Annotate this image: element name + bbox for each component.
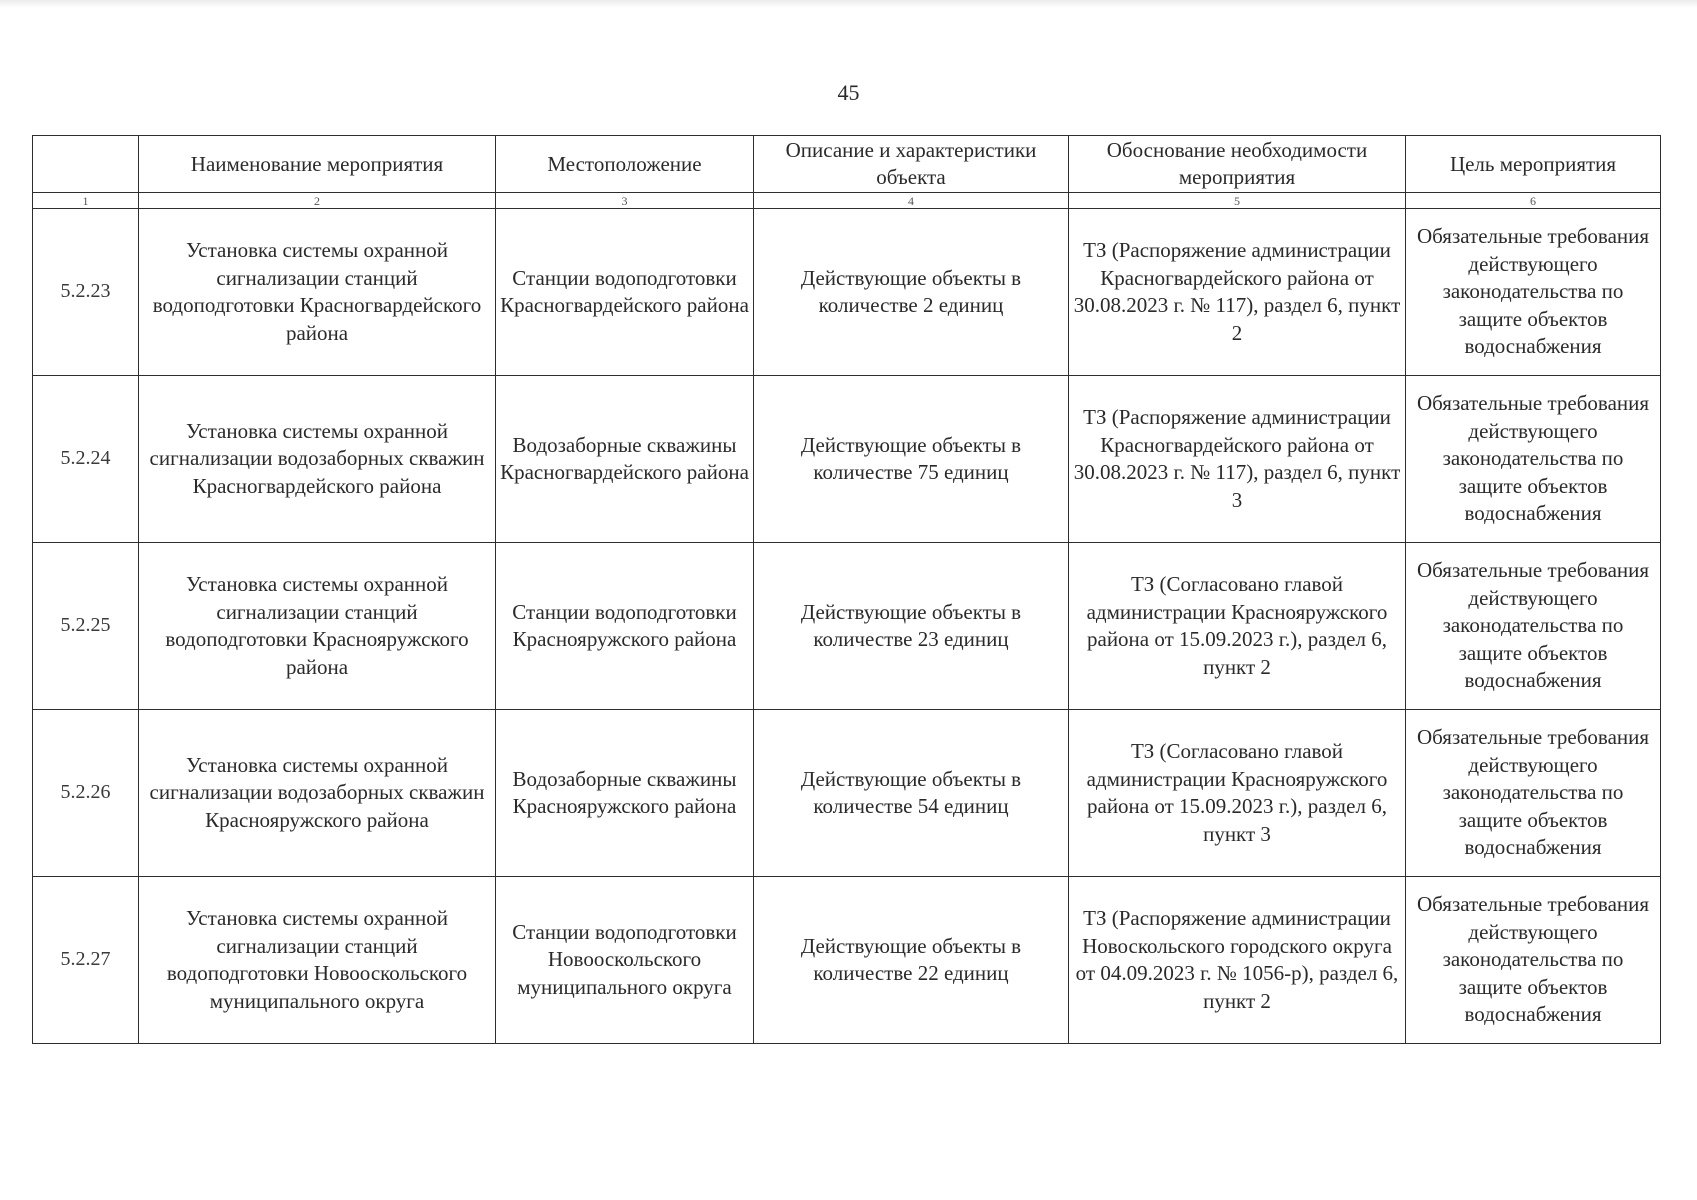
- row-description: Действующие объекты в количестве 23 единиц: [754, 543, 1069, 710]
- row-code: 5.2.24: [33, 376, 139, 543]
- row-description: Действующие объекты в количестве 54 единиц: [754, 710, 1069, 877]
- header-name: Наименование мероприятия: [139, 136, 496, 193]
- row-goal: Обязательные требования действующего законодательства по защите объектов водоснабжения: [1406, 710, 1661, 877]
- row-goal: Обязательные требования действующего законодательства по защите объектов водоснабжения: [1406, 543, 1661, 710]
- row-description: Действующие объекты в количестве 75 единиц: [754, 376, 1069, 543]
- row-location: Станции водоподготовки Новооскольского муниципального округа: [496, 877, 754, 1044]
- column-number: 1: [33, 193, 139, 209]
- table-header-row: [33, 136, 1661, 193]
- row-name: Установка системы охранной сигнализации водозаборных скважин Красногвардейского района: [139, 376, 496, 543]
- row-name: Установка системы охранной сигнализации станций водоподготовки Краснояружского района: [139, 543, 496, 710]
- measures-table: [32, 135, 1661, 1044]
- column-number: 2: [139, 193, 496, 209]
- header-goal: Цель мероприятия: [1406, 136, 1661, 193]
- row-location: Водозаборные скважины Краснояружского района: [496, 710, 754, 877]
- column-number: 4: [754, 193, 1069, 209]
- row-name: Установка системы охранной сигнализации станций водоподготовки Красногвардейского района: [139, 209, 496, 376]
- row-justification: ТЗ (Согласовано главой администрации Краснояружского района от 15.09.2023 г.), раздел 6, пункт 2: [1069, 543, 1406, 710]
- header-justification: Обоснование необходимости мероприятия: [1069, 136, 1406, 193]
- column-number-row: [33, 193, 1661, 209]
- row-goal: Обязательные требования действующего законодательства по защите объектов водоснабжения: [1406, 877, 1661, 1044]
- row-name: Установка системы охранной сигнализации станций водоподготовки Новооскольского муниципального округа: [139, 877, 496, 1044]
- table-row: [33, 710, 1661, 877]
- row-goal: Обязательные требования действующего законодательства по защите объектов водоснабжения: [1406, 209, 1661, 376]
- row-location: Станции водоподготовки Красногвардейского района: [496, 209, 754, 376]
- table-row: [33, 376, 1661, 543]
- table-row: [33, 877, 1661, 1044]
- row-justification: ТЗ (Распоряжение администрации Красногвардейского района от 30.08.2023 г. № 117), раздел 6, пункт 3: [1069, 376, 1406, 543]
- scan-edge: [0, 0, 1697, 8]
- column-number: 3: [496, 193, 754, 209]
- row-description: Действующие объекты в количестве 2 единиц: [754, 209, 1069, 376]
- row-description: Действующие объекты в количестве 22 единиц: [754, 877, 1069, 1044]
- row-name: Установка системы охранной сигнализации водозаборных скважин Краснояружского района: [139, 710, 496, 877]
- row-location: Водозаборные скважины Красногвардейского района: [496, 376, 754, 543]
- row-code: 5.2.25: [33, 543, 139, 710]
- header-description: Описание и характеристики объекта: [754, 136, 1069, 193]
- row-justification: ТЗ (Согласовано главой администрации Краснояружского района от 15.09.2023 г.), раздел 6, пункт 3: [1069, 710, 1406, 877]
- column-number: 6: [1406, 193, 1661, 209]
- table-row: [33, 543, 1661, 710]
- row-code: 5.2.27: [33, 877, 139, 1044]
- row-code: 5.2.26: [33, 710, 139, 877]
- table-row: [33, 209, 1661, 376]
- row-justification: ТЗ (Распоряжение администрации Красногвардейского района от 30.08.2023 г. № 117), раздел 6, пункт 2: [1069, 209, 1406, 376]
- row-justification: ТЗ (Распоряжение администрации Новоскольского городского округа от 04.09.2023 г. № 1056-р), раздел 6, пункт 2: [1069, 877, 1406, 1044]
- row-code: 5.2.23: [33, 209, 139, 376]
- column-number: 5: [1069, 193, 1406, 209]
- row-goal: Обязательные требования действующего законодательства по защите объектов водоснабжения: [1406, 376, 1661, 543]
- header-code: [33, 136, 139, 193]
- row-location: Станции водоподготовки Краснояружского района: [496, 543, 754, 710]
- page-number: 45: [837, 80, 860, 105]
- header-location: Местоположение: [496, 136, 754, 193]
